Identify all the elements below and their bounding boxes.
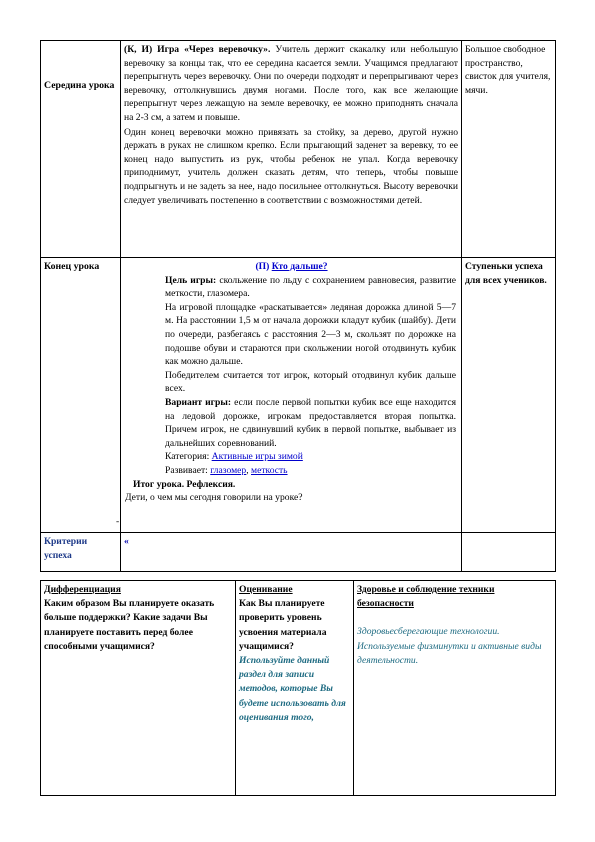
game-through-rope-paragraph [124,43,458,125]
develops-separator: , [246,464,251,476]
dash-marker: - [116,516,120,527]
success-criteria-content [121,533,462,572]
success-criteria-quote: « [124,536,129,547]
differentiation-cell [41,581,236,796]
game-winner: Победителем считается тот игрок, который отодвинул кубик дальше всех. [165,369,456,395]
assessment-text: Как Вы планируете проверить уровень усвоения материала учащимися? [239,598,327,652]
differentiation-text: Каким образом Вы планируете оказать больше поддержки? Какие задачи Вы планируете поставить перед более способными учащимися? [44,598,215,652]
middle-of-lesson-label: Середина урока [44,80,115,91]
end-resources: Ступеньки успеха для всех учеников. [462,258,556,533]
reflection-question: Дети, о чем мы сегодня говорили на уроке? [125,492,303,504]
game-heading [125,260,458,274]
lesson-summary: Итог урока. Рефлексия. [133,478,236,490]
game-title-link[interactable]: Кто дальше? [271,261,328,272]
end-of-lesson-label-cell [41,258,121,533]
planning-table [40,580,556,796]
game-goal [125,274,458,301]
assessment-cell [236,581,354,796]
category-label: Категория: [165,451,212,463]
health-safety-title: Здоровье и соблюдение техники безопасности [357,584,495,610]
develops-label: Развивает: [165,464,211,476]
middle-resources: Большое свободное пространство, свисток для учителя, мячи. [462,41,556,258]
lesson-stages-table [40,40,556,572]
end-of-lesson-label: Конец урока [44,261,100,272]
middle-of-lesson-content [121,41,462,258]
game-variant [125,396,458,450]
variant-label: Вариант игры: [165,396,232,408]
game-description: На игровой площадке «раскатывается» ледяная дорожка длиной 5—7 м. На расстоянии 1,5 м от начала дорожки кладут кубик (шайбу). Дети по очереди, разбегаясь с расстояния 2—3 м, скользят по дорожке на подошве обуви и стараются при скольжении ногой отодвинуть кубик как можно дальше. [165,301,456,368]
game-develops [125,464,458,478]
assessment-hint: Используйте данный раздел для записи методов, которые Вы будете использовать для оценивания того, [239,655,346,723]
variant-text: если после первой попытки кубик все еще находится на ледовой дорожке, игрокам предоставляется вторая попытка. Причем игрок, не сдвинувший кубик в первой попытке, выбывает из дальнейших соревнований. [165,396,456,449]
game-code: (П) [255,261,272,272]
middle-of-lesson-row [41,41,556,258]
success-criteria-row [41,533,556,572]
middle-of-lesson-label-cell [41,41,121,258]
game-category [125,450,458,464]
game-description: Учитель держит скакалку или небольшую веревочку за концы так, что ее середина касается земли. Учащимся предлагают перепрыгнуть через веревочку. Они по очереди подходят и перепрыгивают через веревочку, оттолкнувшись двумя ногами. После того, как все желающие перепрыгнут через лежащую на земле веревочку, ее можно приподнять сначала на 2-3 см, а затем и повыше. [124,44,458,123]
develops-link-accuracy[interactable]: меткость [251,464,288,476]
success-criteria-label-cell [41,533,121,572]
health-safety-text: Здоровьесберегающие технологии. Используемые физминутки и активные виды деятельности. [357,626,542,666]
game-title: «Через веревочку». [184,44,271,55]
goal-text: скольжение по льду с сохранением равновесия, развитие меткости, глазомера. [165,274,457,300]
end-of-lesson-content [121,258,462,533]
differentiation-title: Дифференциация [44,584,121,595]
success-criteria-resources [462,533,556,572]
goal-label: Цель игры: [165,274,217,286]
lesson-plan-page [40,40,555,796]
success-criteria-label: Критерии успеха [44,536,88,561]
health-safety-cell [354,581,556,796]
develops-link-eye[interactable]: глазомер [210,464,247,476]
end-of-lesson-row [41,258,556,533]
game-rules-paragraph: Один конец веревочки можно привязать за стойку, за дерево, другой нужно держать в руках не слишком крепко. Если прыгающий заденет за веревку, то ее конец надо выпустить из рук, чтобы ребенок не упал. Когда веревочку приподнимут, учитель должен сказать детям, что теперь, чтобы повыше подпрыгнуть и не задеть за нее, надо посильнее оттолкнуться. Высоту веревочки следует увеличивать постепенно в соответствии с возможностями детей. [124,126,458,206]
game-prefix: (К, И) Игра [124,44,185,55]
category-link[interactable]: Активные игры зимой [211,451,303,463]
assessment-title: Оценивание [239,584,293,595]
